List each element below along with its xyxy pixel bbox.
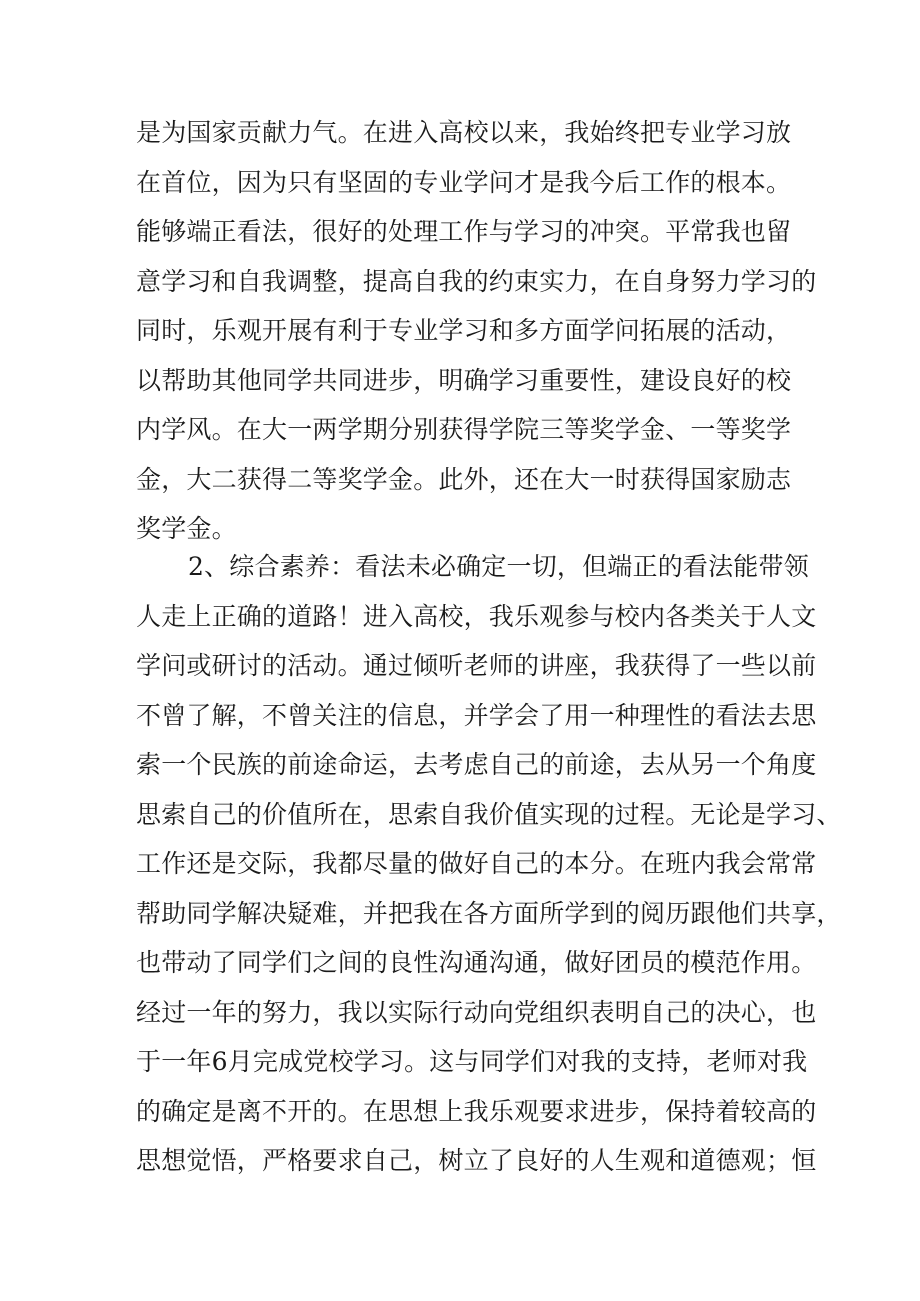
text-line: 经过一年的努力，我以实际行动向党组织表明自己的决心，也 — [136, 997, 817, 1027]
text-line: 工作还是交际，我都尽量的做好自己的本分。在班内我会常常 — [136, 849, 817, 878]
text-line: 思索自己的价值所在，思索自我价值实现的过程。无论是学习、 — [136, 799, 842, 829]
text-line: 意学习和自我调整，提高自我的约束实力，在自身努力学习的 — [136, 266, 817, 296]
text-line: 不曾了解，不曾关注的信息，并学会了用一种理性的看法去思 — [136, 700, 817, 730]
text-line: 在首位，因为只有坚固的专业学问才是我今后工作的根本。 — [136, 167, 792, 197]
text-line: 于一年6月完成党校学习。这与同学们对我的支持，老师对我 — [136, 1047, 808, 1076]
text-line: 以帮助其他同学共同进步，明确学习重要性，建设良好的校 — [136, 365, 792, 395]
paragraph-comprehensive-quality — [136, 542, 842, 1186]
text-line: 的确定是离不开的。在思想上我乐观要求进步，保持着较高的 — [136, 1096, 817, 1126]
text-line: 是为国家贡献力气。在进入高校以来，我始终把专业学习放 — [136, 118, 792, 147]
text-line: 金，大二获得二等奖学金。此外，还在大一时获得国家励志 — [136, 464, 792, 494]
text-line: 内学风。在大一两学期分别获得学院三等奖学金、一等奖学 — [136, 415, 792, 444]
text-line-heading: 2、综合素养：看法未必确定一切，但端正的看法能带领 — [188, 552, 809, 581]
text-line: 帮助同学解决疑难，并把我在各方面所学到的阅历跟他们共享， — [136, 898, 842, 928]
text-line: 能够端正看法，很好的处理工作与学习的冲突。平常我也留 — [136, 217, 792, 246]
text-line: 也带动了同学们之间的良性沟通沟通，做好团员的模范作用。 — [136, 948, 817, 977]
paragraph-academic-study — [136, 108, 817, 554]
text-line: 人走上正确的道路！进入高校，我乐观参与校内各类关于人文 — [136, 601, 817, 631]
text-line: 思想觉悟，严格要求自己，树立了良好的人生观和道德观；恒 — [136, 1146, 817, 1175]
text-line: 同时，乐观开展有利于专业学习和多方面学问拓展的活动， — [136, 316, 792, 345]
text-line: 奖学金。 — [136, 514, 237, 543]
text-line: 学问或研讨的活动。通过倾听老师的讲座，我获得了一些以前 — [136, 651, 817, 680]
text-line: 索一个民族的前途命运，去考虑自己的前途，去从另一个角度 — [136, 750, 817, 779]
